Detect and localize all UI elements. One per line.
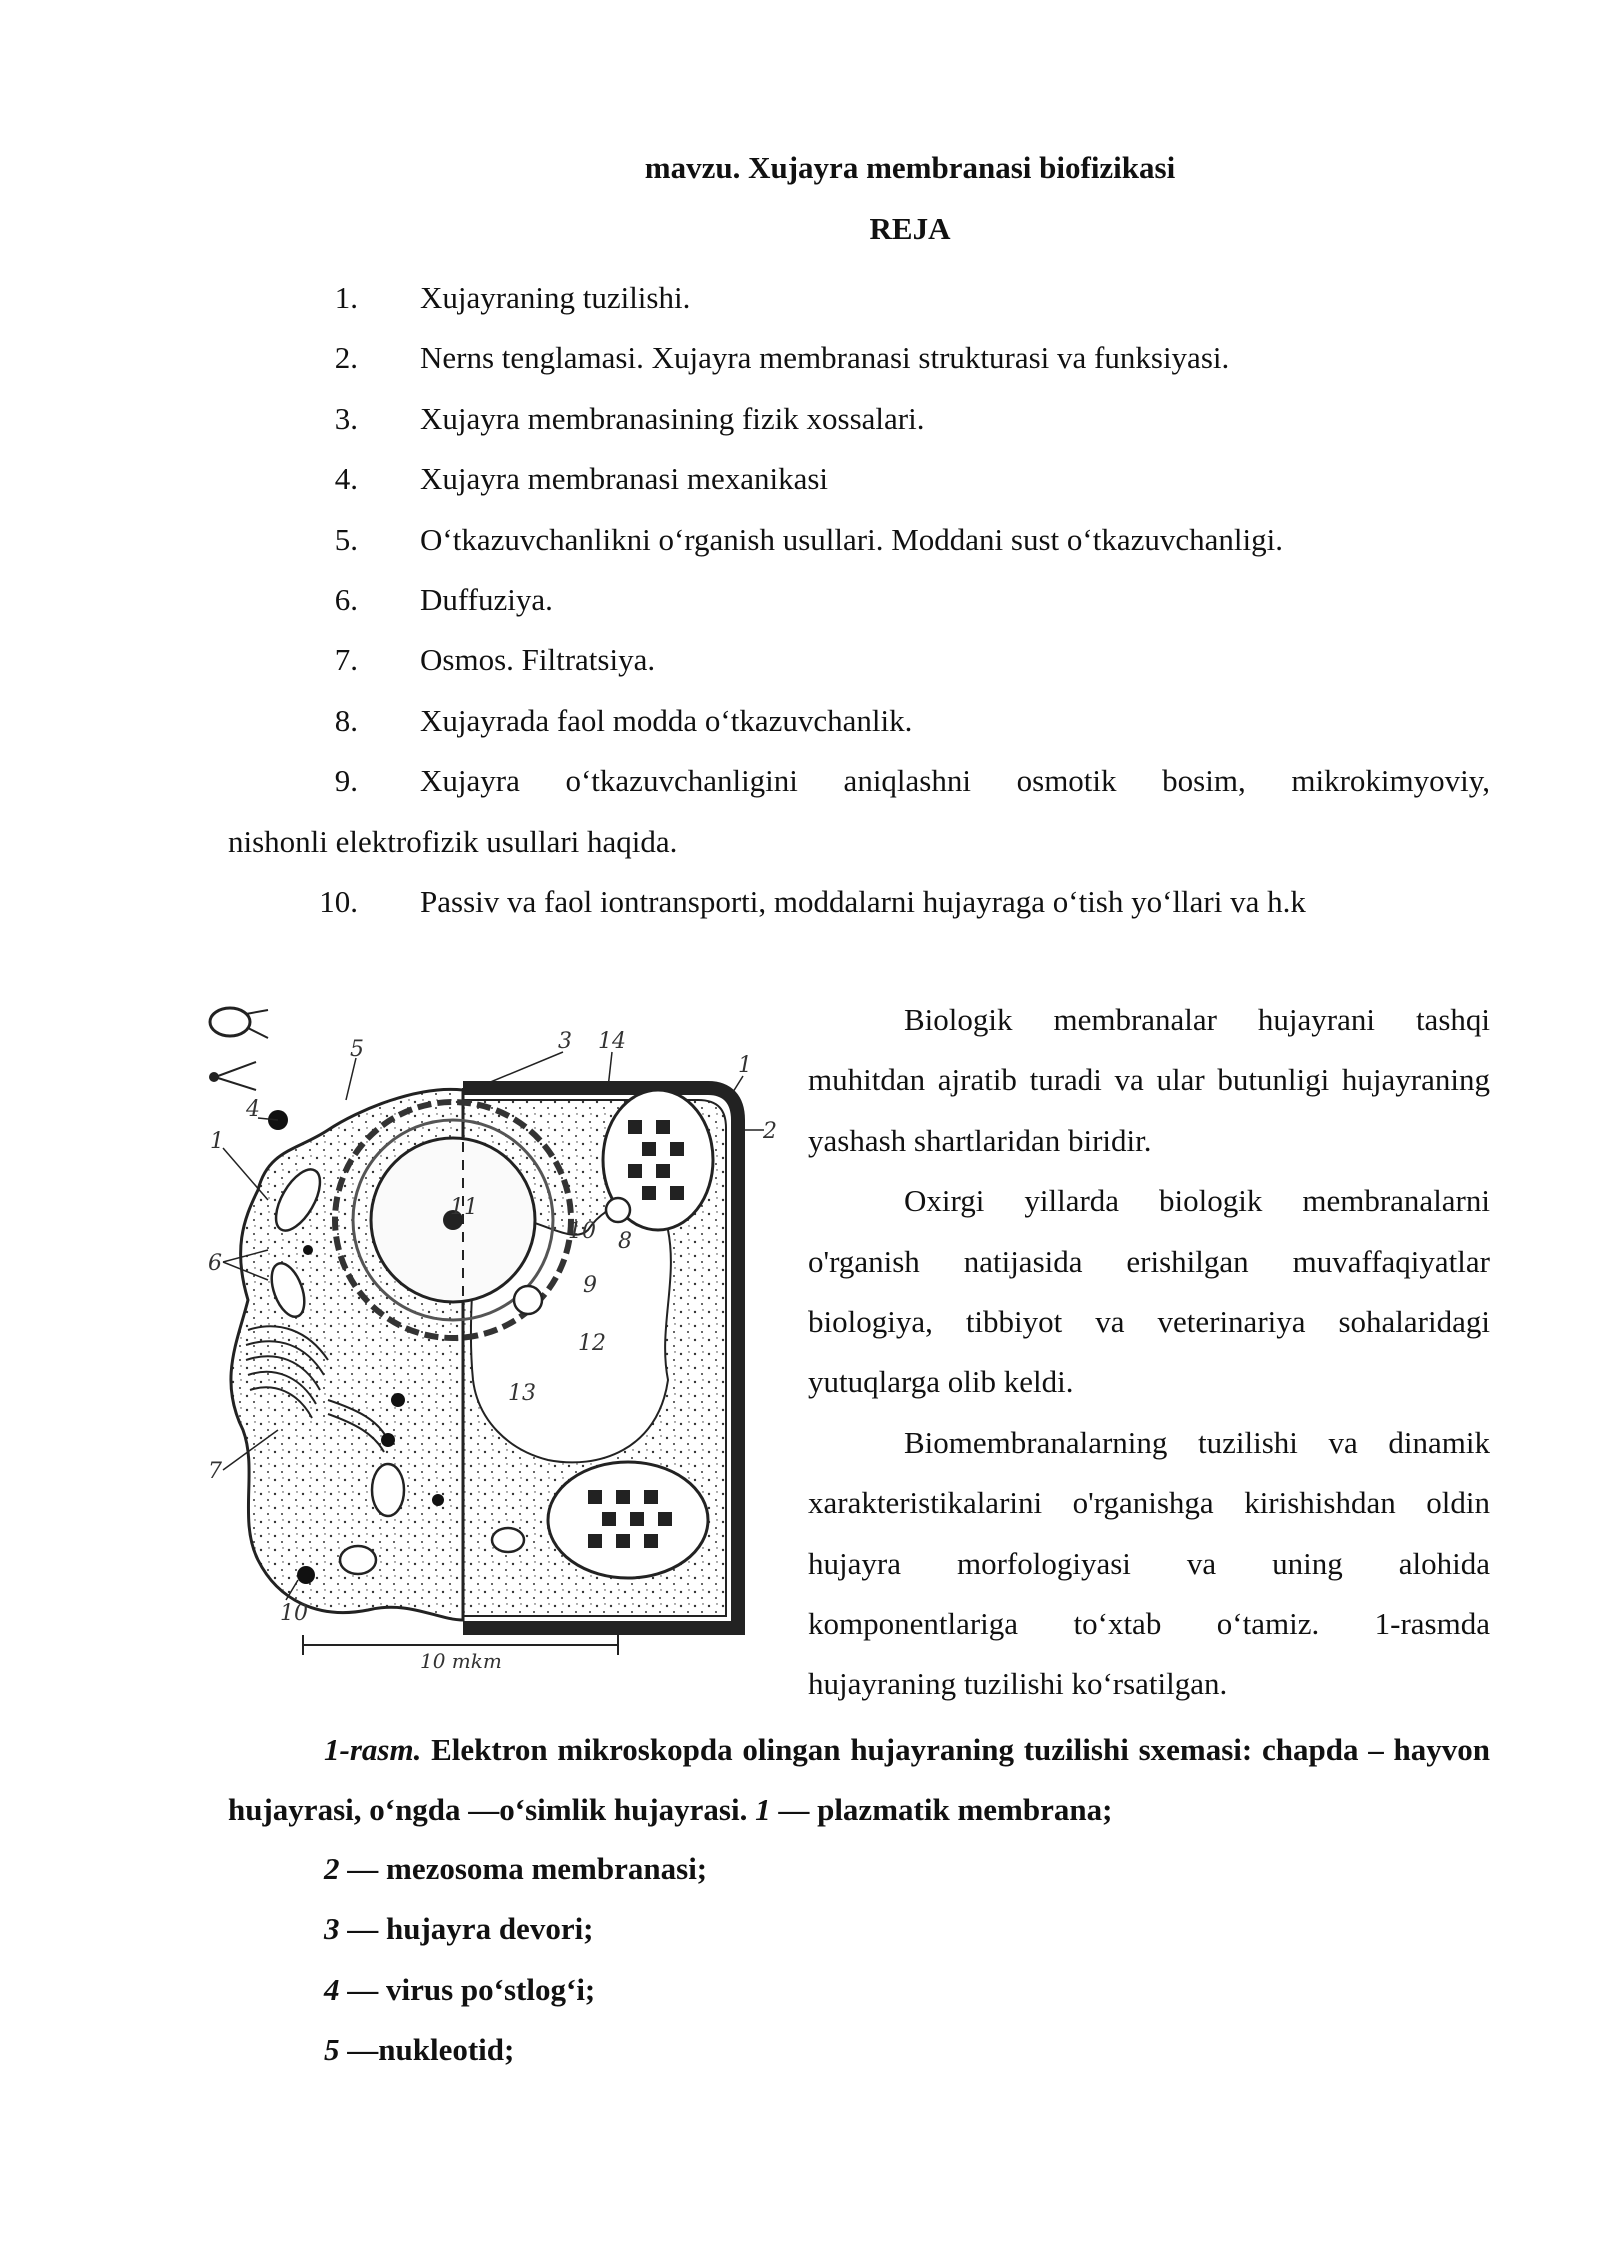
figure-label: 13 bbox=[508, 1381, 536, 1406]
plan-item: 10. Passiv va faol iontransporti, moddalarni hujayraga o‘tish yo‘llari va h.k bbox=[319, 883, 1306, 919]
figure-label: 10 bbox=[568, 1219, 596, 1244]
chloroplast bbox=[548, 1462, 708, 1578]
plan-item: 8. Xujayrada faol modda o‘tkazuvchanlik. bbox=[334, 702, 913, 738]
caption-text: Elektron mikroskopda olingan hujayraning tuzilishi sxemasi: chapda – hayvon hujayrasi, o‘ngda —o‘simlik hujayrasi. bbox=[228, 1732, 1490, 1828]
document-title: mavzu. Xujayra membranasi biofizikasi bbox=[644, 150, 1176, 185]
scale-bar bbox=[303, 1635, 618, 1673]
figure-label: 14 bbox=[598, 1029, 626, 1054]
virus-icon bbox=[209, 1008, 268, 1090]
plan-heading: REJA bbox=[869, 211, 951, 246]
figure-label: 8 bbox=[618, 1229, 632, 1254]
body-paragraph: Oxirgi yillarda biologik membranalarni o'rganish natijasida erishilgan muvaffaqiyatlar biologiya, tibbiyot va veterinariya sohalaridagi yutuqlarga olib keldi. bbox=[808, 1183, 1490, 1400]
figure-legend bbox=[324, 1839, 707, 2081]
plan-item: 7. Osmos. Filtratsiya. bbox=[334, 642, 656, 678]
figure-label: 3 bbox=[558, 1029, 572, 1054]
figure-label: 7 bbox=[208, 1459, 222, 1484]
figure-label: 4 bbox=[246, 1097, 260, 1122]
caption-item-text: — plazmatik membrana; bbox=[770, 1792, 1113, 1828]
figure-label: 1 bbox=[210, 1129, 224, 1154]
plan-item: 3. Xujayra membranasining fizik xossalari. bbox=[334, 400, 925, 436]
legend-item: 2 — mezosoma membranasi; bbox=[324, 1851, 708, 1886]
figure-label: 9 bbox=[583, 1273, 597, 1298]
figure-label: 6 bbox=[208, 1251, 222, 1276]
figure-label: 2 bbox=[763, 1119, 777, 1144]
scale-bar-label: 10 mkm bbox=[420, 1649, 502, 1673]
cell-diagram bbox=[188, 1000, 788, 1680]
figure-label: 11 bbox=[450, 1195, 478, 1220]
body-text-column bbox=[808, 990, 1490, 1715]
figure-caption bbox=[228, 1720, 1490, 1841]
plan-item: 4. Xujayra membranasi mexanikasi bbox=[334, 461, 829, 497]
plan-list bbox=[228, 268, 1490, 932]
figure-label: 5 bbox=[350, 1037, 364, 1062]
figure-label: 10 bbox=[280, 1601, 308, 1626]
body-paragraph: Biologik membranalar hujayrani tashqi muhitdan ajratib turadi va ular butunligi hujayraning yashash shartlaridan biridir. bbox=[808, 1002, 1490, 1158]
plan-item: 5. O‘tkazuvchanlikni o‘rganish usullari. Moddani sust o‘tkazuvchanligi. bbox=[334, 521, 1283, 557]
plan-item: 1. Xujayraning tuzilishi. bbox=[334, 280, 691, 315]
figure-label: 12 bbox=[578, 1331, 606, 1356]
plan-item: 2. Nerns tenglamasi. Xujayra membranasi strukturasi va funksiyasi. bbox=[334, 340, 1230, 376]
plan-item: 9. Xujayra o‘tkazuvchanligini aniqlashni osmotik bosim, mikrokimyoviy, nishonli elektrofizik usullari haqida. bbox=[228, 751, 1490, 872]
plan-item-continuation: nishonli elektrofizik usullari haqida. bbox=[228, 823, 678, 859]
plan-item: 6. Duffuziya. bbox=[334, 581, 553, 617]
legend-item: 4 — virus po‘stlog‘i; bbox=[324, 1971, 596, 2007]
figure-label: 1 bbox=[738, 1053, 752, 1078]
caption-label: 1-rasm. bbox=[324, 1732, 422, 1767]
legend-item: 5 —nukleotid; bbox=[324, 2032, 515, 2068]
legend-item: 3 — hujayra devori; bbox=[324, 1911, 594, 1947]
caption-item-number: 1 bbox=[755, 1792, 771, 1828]
body-paragraph: Biomembranalarning tuzilishi va dinamik xarakteristikalarini o'rganishga kirishishdan oldin hujayra morfologiyasi va uning alohida komponentlariga to‘xtab o‘tamiz. 1-rasmda hujayraning tuzilishi ko‘rsatilgan. bbox=[808, 1424, 1490, 1702]
